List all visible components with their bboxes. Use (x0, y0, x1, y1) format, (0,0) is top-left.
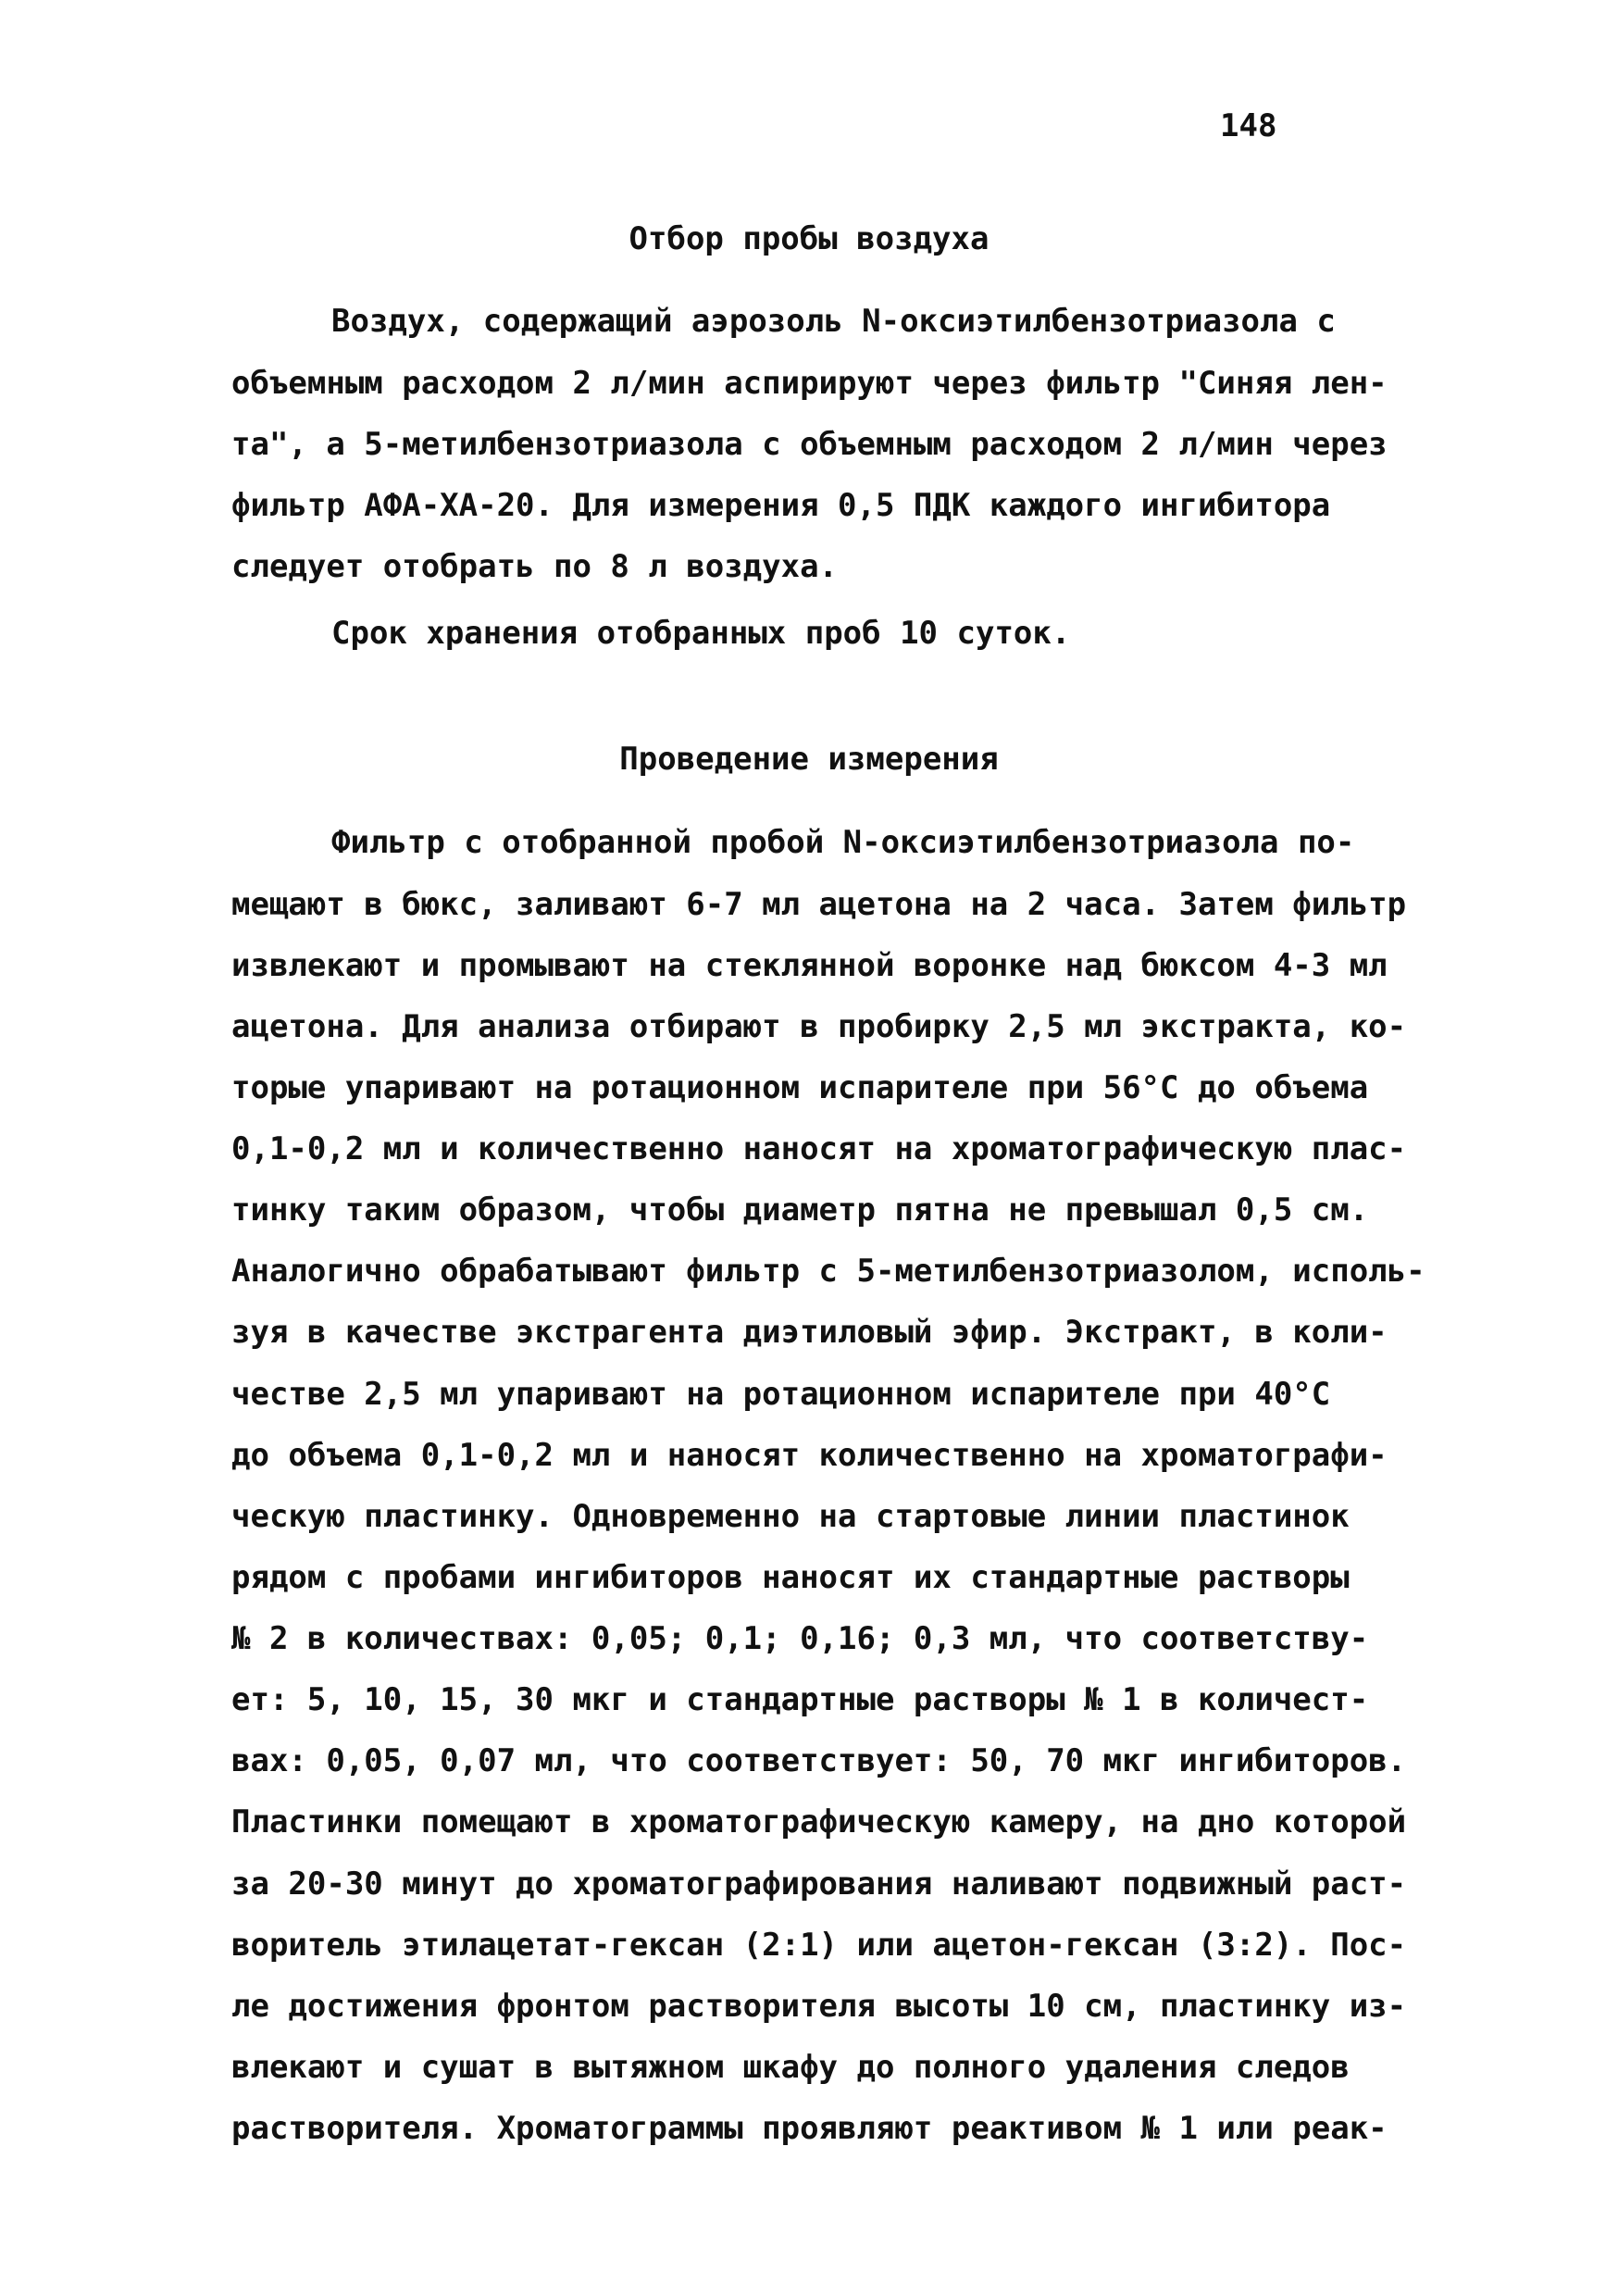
paragraph-line: за 20-30 минут до хроматографирования наливают подвижный раст- (231, 1866, 1407, 1903)
paragraph-line: фильтр АФА-ХА-20. Для измерения 0,5 ПДК каждого ингибитора (231, 487, 1331, 524)
paragraph-line: рядом с пробами ингибиторов наносят их стандартные растворы (231, 1559, 1350, 1596)
paragraph-line: вах: 0,05, 0,07 мл, что соответствует: 50, 70 мкг ингибиторов. (231, 1742, 1407, 1779)
paragraph-line: воритель этилацетат-гексан (2:1) или ацетон-гексан (3:2). Пос- (231, 1927, 1407, 1964)
paragraph-line: 0,1-0,2 мл и количественно наносят на хроматографическую плас- (231, 1130, 1407, 1167)
paragraph-line: торые упаривают на ротационном испарителе при 56°С до объема (231, 1069, 1369, 1106)
paragraph-line: ле достижения фронтом растворителя высоты 10 см, пластинку из- (231, 1988, 1407, 2025)
paragraph-line: извлекают и промывают на стеклянной воронке над бюксом 4-3 мл (231, 947, 1388, 984)
paragraph-line: Воздух, содержащий аэрозоль N-оксиэтилбензотриазола с (331, 303, 1336, 340)
paragraph-line: Пластинки помещают в хроматографическую камеру, на дно которой (231, 1803, 1407, 1841)
paragraph-line: ческую пластинку. Одновременно на стартовые линии пластинок (231, 1498, 1350, 1535)
paragraph-line: влекают и сушат в вытяжном шкафу до полного удаления следов (231, 2049, 1350, 2086)
paragraph-line: ет: 5, 10, 15, 30 мкг и стандартные растворы № 1 в количест- (231, 1681, 1369, 1718)
paragraph-line: Аналогично обрабатывают фильтр с 5-метилбензотриазолом, исполь- (231, 1253, 1425, 1290)
paragraph-line: зуя в качестве экстрагента диэтиловый эфир. Экстракт, в коли- (231, 1314, 1388, 1351)
section-title-air-sampling: Отбор пробы воздуха (629, 220, 989, 257)
paragraph-line: растворителя. Хроматограммы проявляют реактивом № 1 или реак- (231, 2110, 1388, 2147)
paragraph-line: до объема 0,1-0,2 мл и наносят количественно на хроматографи- (231, 1437, 1388, 1474)
paragraph-line: Фильтр с отобранной пробой N-оксиэтилбензотриазола по- (331, 824, 1355, 861)
paragraph-line: та", а 5-метилбензотриазола с объемным расходом 2 л/мин через (231, 426, 1388, 463)
paragraph-line: Срок хранения отобранных проб 10 суток. (331, 615, 1071, 652)
paragraph-line: № 2 в количествах: 0,05; 0,1; 0,16; 0,3 мл, что соответству- (231, 1620, 1369, 1657)
paragraph-line: мещают в бюкс, заливают 6-7 мл ацетона на 2 часа. Затем фильтр (231, 886, 1407, 923)
page-number: 148 (1220, 107, 1277, 144)
paragraph-line: ацетона. Для анализа отбирают в пробирку 2,5 мл экстракта, ко- (231, 1008, 1407, 1045)
paragraph-line: тинку таким образом, чтобы диаметр пятна не превышал 0,5 см. (231, 1192, 1369, 1229)
section-title-measurement: Проведение измерения (619, 741, 999, 778)
paragraph-line: объемным расходом 2 л/мин аспирируют через фильтр "Синяя лен- (231, 365, 1388, 402)
paragraph-line: следует отобрать по 8 л воздуха. (231, 548, 839, 585)
paragraph-line: честве 2,5 мл упаривают на ротационном испарителе при 40°С (231, 1376, 1331, 1413)
